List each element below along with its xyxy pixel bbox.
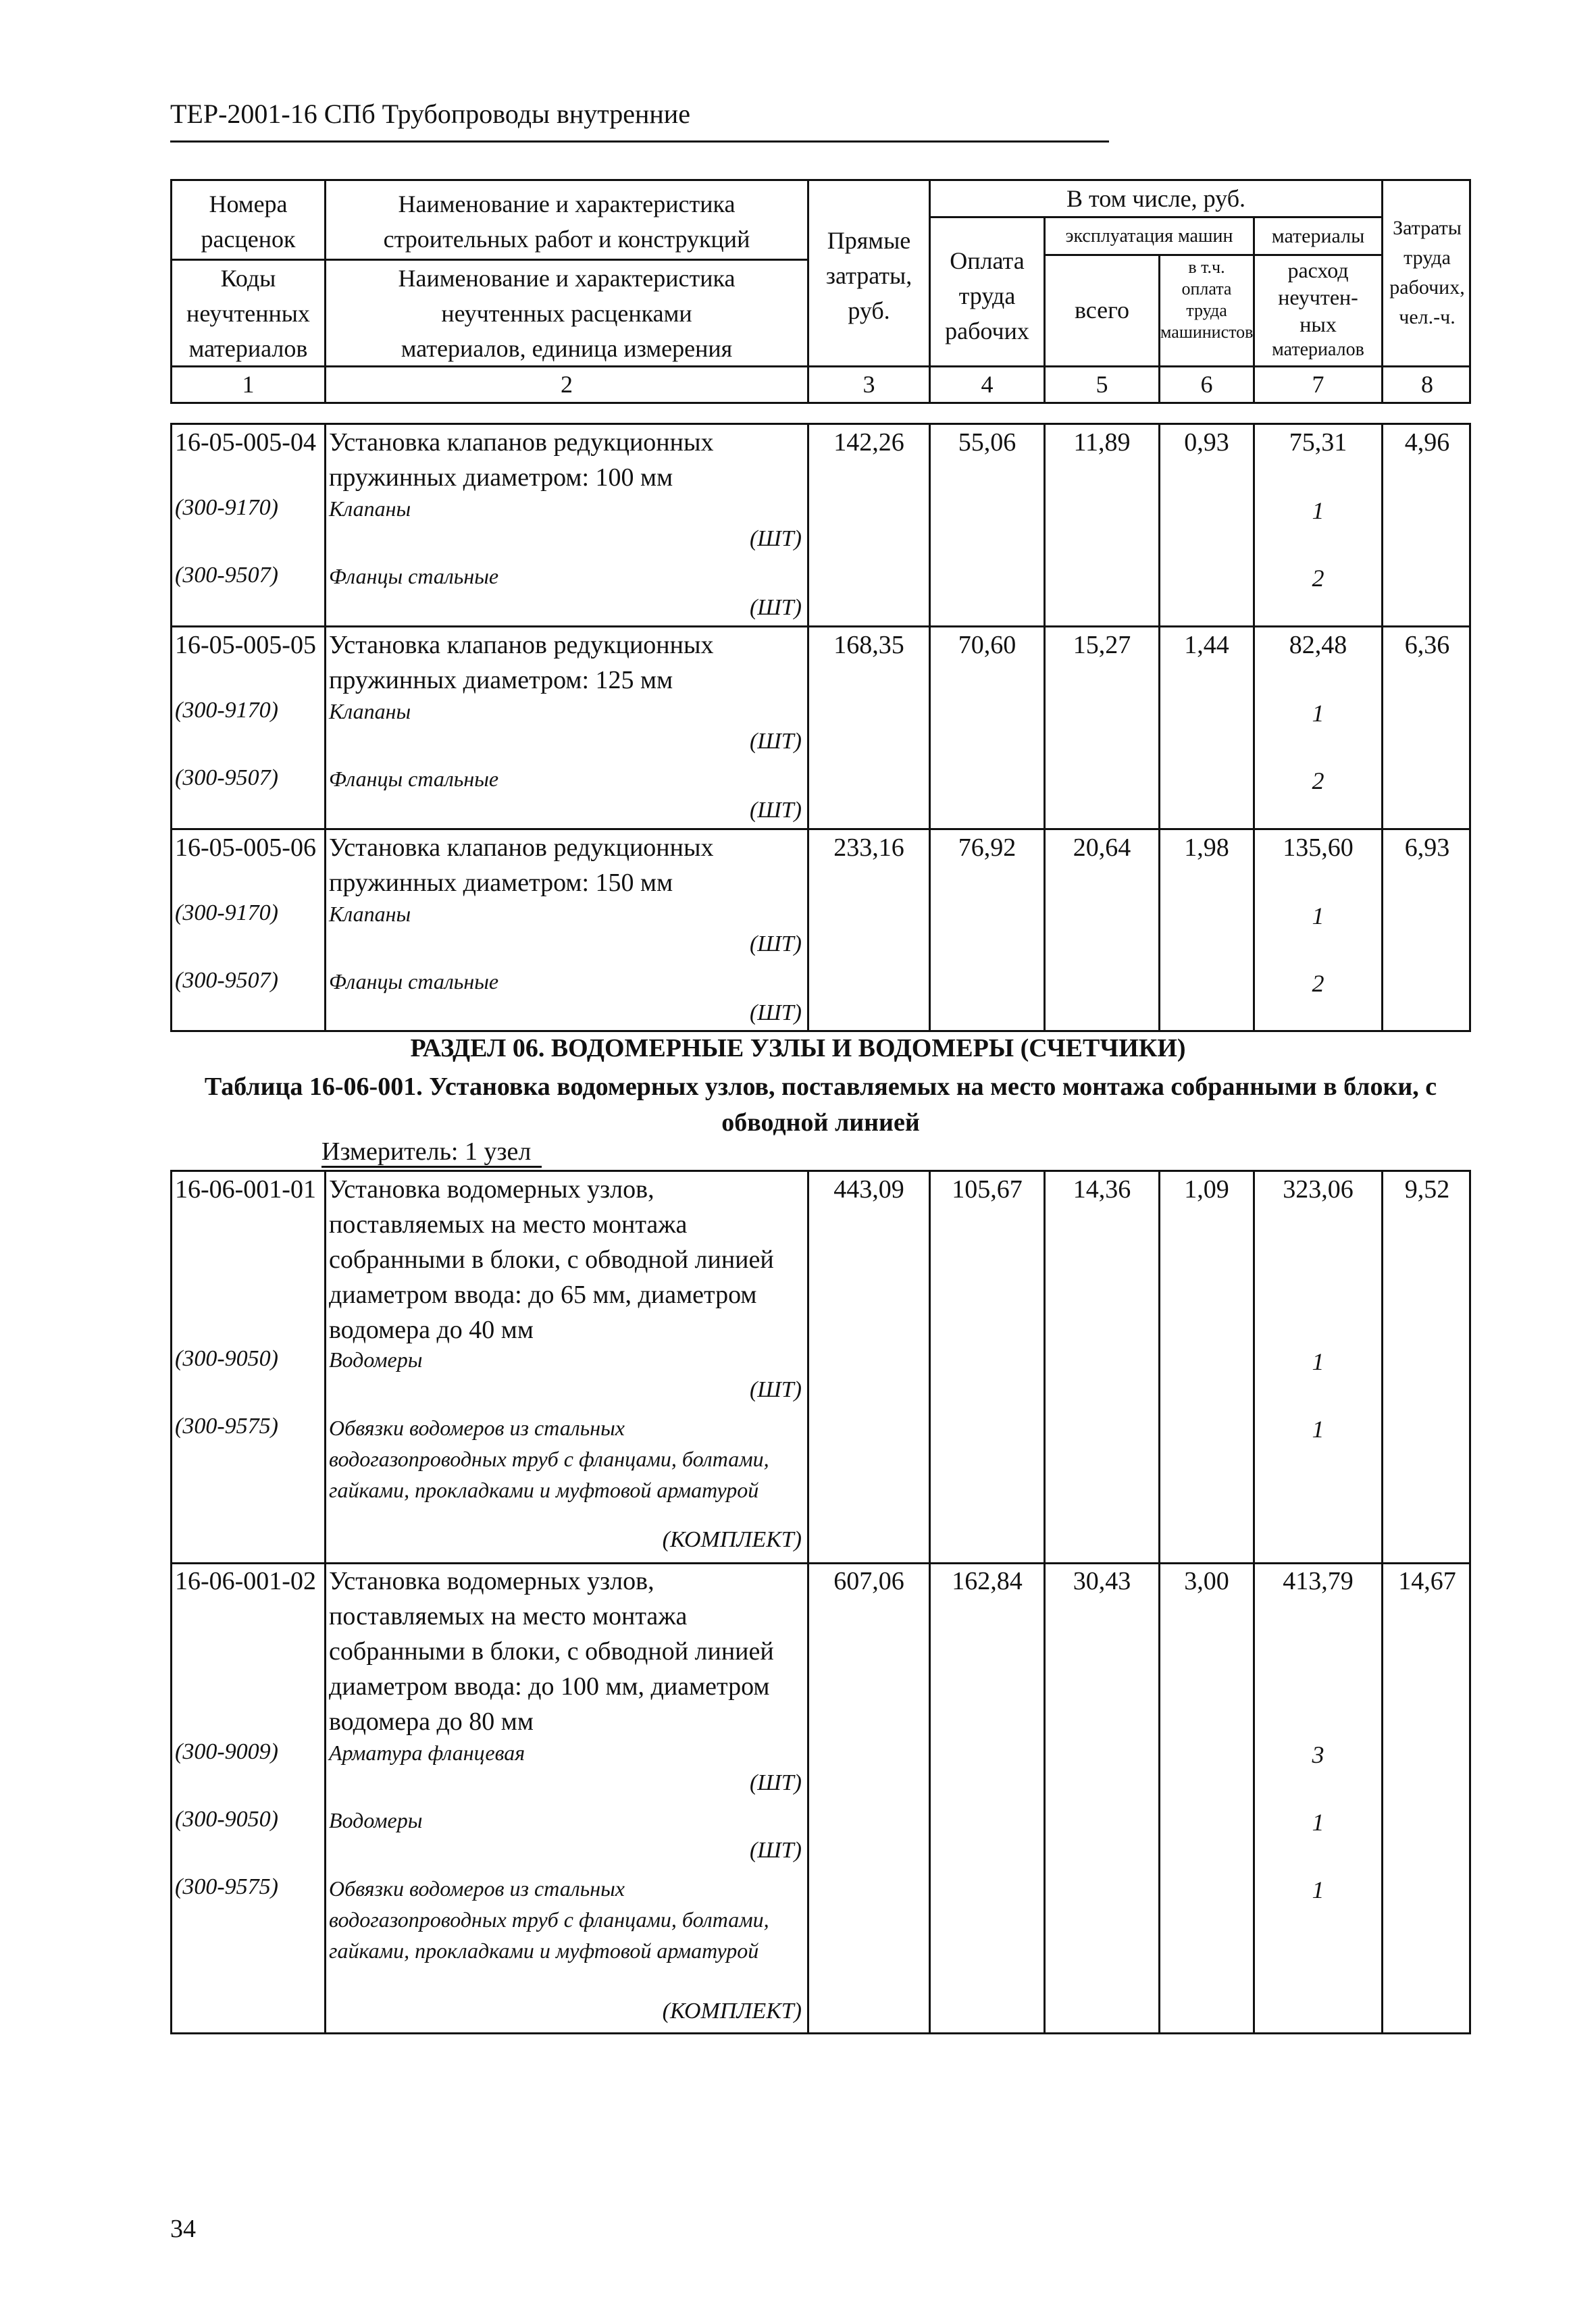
material-unit: (ШТ) (749, 1838, 802, 1863)
material-code: (300-9507) (175, 563, 278, 588)
machines-total: 20,64 (1073, 833, 1131, 862)
header-col1-top: Номера расценок (201, 190, 296, 253)
rate-name: Установка клапанов редукционных пружинных диаметром: 125 мм (329, 631, 714, 694)
rate-name: Установка водомерных узлов, поставляемых на место монтажа собранными в блоки, с обводной линией диаметром ввода: до 100 мм, диаметром водомера до 80 мм (329, 1567, 774, 1736)
rate-code: 16-05-005-05 (175, 631, 316, 659)
material-code: (300-9170) (175, 900, 278, 925)
material-name: Клапаны (329, 902, 411, 926)
material-unit: (ШТ) (749, 1000, 802, 1025)
machinist-labor: 0,93 (1184, 428, 1229, 457)
col-number: 5 (1096, 371, 1108, 398)
material-qty: 1 (1312, 1876, 1324, 1903)
column-divider (1253, 1172, 1255, 2034)
materials-cost: 413,79 (1283, 1567, 1354, 1595)
column-divider (929, 425, 931, 1032)
rate-code: 16-05-005-06 (175, 833, 316, 862)
col-number: 6 (1200, 371, 1213, 398)
material-name: Клапаны (329, 496, 411, 521)
header-col1-bottom: Коды неучтенных материалов (186, 265, 310, 362)
material-name: Водомеры (329, 1347, 423, 1372)
header-materials-label: материалы (1271, 225, 1365, 247)
direct-costs: 233,16 (833, 833, 904, 862)
labor-hours: 4,96 (1404, 428, 1450, 457)
header-col3: Прямые затраты, руб. (825, 227, 912, 324)
header-machines-label: эксплуатация машин (1065, 226, 1233, 247)
column-divider (324, 1172, 326, 2034)
measure-rule (321, 1166, 542, 1168)
rate-name: Установка водомерных узлов, поставляемых на место монтажа собранными в блоки, с обводной линией диаметром ввода: до 65 мм, диаметром водомера до 40 мм (329, 1175, 774, 1344)
direct-costs: 443,09 (833, 1175, 904, 1204)
material-qty: 2 (1312, 565, 1324, 592)
rate-code: 16-05-005-04 (175, 428, 316, 457)
header-col4: Оплата труда рабочих (945, 247, 1029, 344)
material-qty: 1 (1312, 902, 1324, 929)
material-unit: (ШТ) (749, 931, 802, 956)
labor-hours: 6,93 (1404, 833, 1450, 862)
header-table (170, 179, 1471, 404)
material-code: (300-9575) (175, 1874, 278, 1899)
material-name: Обвязки водомеров из стальных водогазопроводных труб с фланцами, болтами, гайками, прокладками и муфтовой арматурой (329, 1876, 769, 1963)
materials-cost: 323,06 (1283, 1175, 1354, 1204)
material-name: Фланцы стальные (329, 767, 499, 791)
header-divider (1253, 254, 1381, 256)
material-code: (300-9050) (175, 1346, 278, 1371)
col-number: 4 (981, 371, 994, 398)
column-divider (807, 425, 809, 1032)
column-divider (929, 1172, 931, 2034)
column-divider (1158, 425, 1160, 1032)
labor-cost: 55,06 (958, 428, 1016, 457)
col-number: 7 (1312, 371, 1324, 398)
column-divider (1381, 1172, 1383, 2034)
column-divider (1044, 1172, 1046, 2034)
material-name: Фланцы стальные (329, 564, 499, 588)
labor-hours: 9,52 (1404, 1175, 1450, 1204)
material-name: Арматура фланцевая (329, 1741, 525, 1765)
rates-table-1 (170, 423, 1471, 1032)
document-title: ТЕР-2001-16 СПб Трубопроводы внутренние (170, 99, 690, 129)
col-number: 2 (561, 371, 573, 398)
material-code: (300-9507) (175, 765, 278, 790)
rates-table-2 (170, 1170, 1471, 2034)
material-name: Клапаны (329, 699, 411, 723)
header-group-label: В том числе, руб. (1066, 185, 1246, 212)
material-code: (300-9050) (175, 1807, 278, 1832)
header-col2-bottom: Наименование и характеристика неучтенных расценками материалов, единица измерения (398, 265, 736, 362)
col-number: 3 (863, 371, 875, 398)
materials-cost: 75,31 (1289, 428, 1347, 457)
direct-costs: 168,35 (833, 631, 904, 659)
machines-total: 14,36 (1073, 1175, 1131, 1204)
machinist-labor: 1,44 (1184, 631, 1229, 659)
material-name: Обвязки водомеров из стальных водогазопроводных труб с фланцами, болтами, гайками, прокладками и муфтовой арматурой (329, 1416, 769, 1502)
header-col2-top: Наименование и характеристика строительных работ и конструкций (383, 190, 750, 253)
labor-cost: 105,67 (952, 1175, 1023, 1204)
material-qty: 1 (1312, 700, 1324, 727)
page-number: 34 (170, 2215, 196, 2243)
col-number: 1 (242, 371, 255, 398)
rate-code: 16-06-001-01 (175, 1175, 316, 1204)
machines-total: 30,43 (1073, 1567, 1131, 1595)
labor-cost: 162,84 (952, 1567, 1023, 1595)
labor-hours: 14,67 (1398, 1567, 1456, 1595)
column-divider (807, 1172, 809, 2034)
machines-total: 15,27 (1073, 631, 1131, 659)
rate-code: 16-06-001-02 (175, 1567, 316, 1595)
material-unit: (КОМПЛЕКТ) (662, 1527, 802, 1552)
column-divider (324, 425, 326, 1032)
direct-costs: 142,26 (833, 428, 904, 457)
material-qty: 3 (1312, 1741, 1324, 1768)
material-qty: 2 (1312, 970, 1324, 997)
machinist-labor: 1,98 (1184, 833, 1229, 862)
materials-cost: 135,60 (1283, 833, 1354, 862)
column-divider (1381, 425, 1383, 1032)
labor-cost: 76,92 (958, 833, 1016, 862)
material-unit: (ШТ) (749, 595, 802, 620)
header-col6: в т.ч. оплата труда машинистов (1160, 257, 1254, 342)
column-divider (1044, 425, 1046, 1032)
material-code: (300-9170) (175, 698, 278, 723)
direct-costs: 607,06 (833, 1567, 904, 1595)
header-col8: Затраты труда рабочих, чел.-ч. (1389, 217, 1465, 328)
column-divider (1158, 1172, 1160, 2034)
materials-cost: 82,48 (1289, 631, 1347, 659)
table-caption: Таблица 16-06-001. Установка водомерных узлов, поставляемых на место монтажа собранными в блоки, с обводной линией (204, 1073, 1437, 1137)
material-code: (300-9170) (175, 495, 278, 520)
header-col7: расход неучтен- ных материалов (1272, 258, 1364, 360)
machinist-labor: 3,00 (1184, 1567, 1229, 1595)
material-qty: 2 (1312, 767, 1324, 794)
col-number: 8 (1421, 371, 1433, 398)
material-qty: 1 (1312, 1416, 1324, 1443)
machinist-labor: 1,09 (1184, 1175, 1229, 1204)
material-unit: (ШТ) (749, 1770, 802, 1795)
material-code: (300-9009) (175, 1739, 278, 1764)
header-divider (929, 216, 1381, 218)
material-name: Фланцы стальные (329, 969, 499, 994)
material-unit: (ШТ) (749, 1377, 802, 1402)
title-rule (170, 140, 1109, 143)
material-qty: 1 (1312, 497, 1324, 524)
material-unit: (ШТ) (749, 729, 802, 754)
material-qty: 1 (1312, 1348, 1324, 1375)
material-unit: (ШТ) (749, 526, 802, 551)
material-code: (300-9575) (175, 1414, 278, 1439)
material-unit: (ШТ) (749, 798, 802, 823)
labor-cost: 70,60 (958, 631, 1016, 659)
material-name: Водомеры (329, 1808, 423, 1832)
rate-name: Установка клапанов редукционных пружинных диаметром: 150 мм (329, 833, 714, 897)
material-qty: 1 (1312, 1809, 1324, 1836)
measure-unit: Измеритель: 1 узел (321, 1137, 532, 1166)
header-col5: всего (1074, 297, 1130, 324)
section-heading: РАЗДЕЛ 06. ВОДОМЕРНЫЕ УЗЛЫ И ВОДОМЕРЫ (СЧЕТЧИКИ) (410, 1034, 1186, 1062)
rate-name: Установка клапанов редукционных пружинных диаметром: 100 мм (329, 428, 714, 492)
labor-hours: 6,36 (1404, 631, 1450, 659)
machines-total: 11,89 (1073, 428, 1131, 457)
header-divider (1044, 254, 1253, 256)
material-unit: (КОМПЛЕКТ) (662, 1999, 802, 2024)
material-code: (300-9507) (175, 968, 278, 993)
